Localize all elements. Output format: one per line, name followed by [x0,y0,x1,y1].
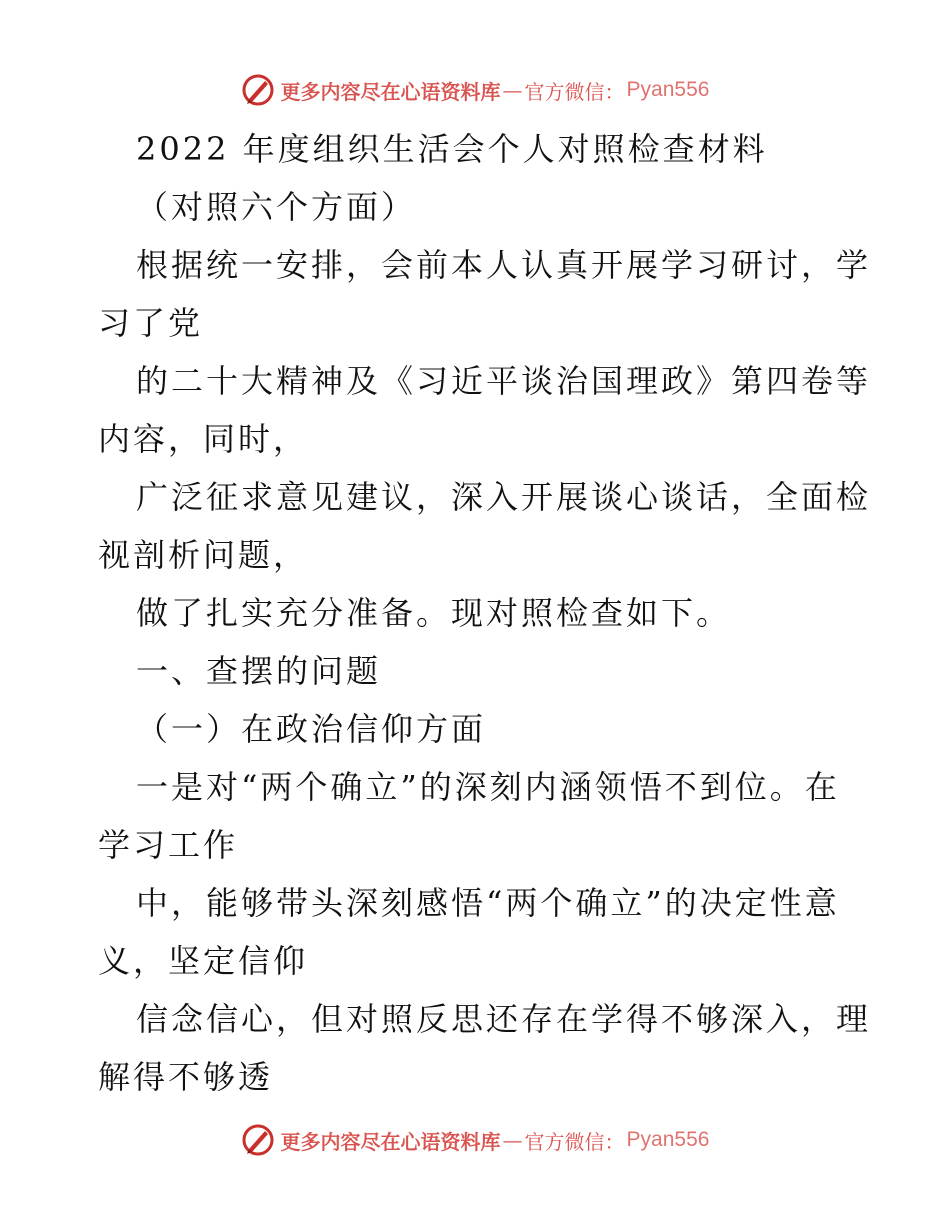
footer-watermark [0,1120,950,1160]
paragraph-line: 中，能够带头深刻感悟“两个确立”的决定性意 [136,884,840,922]
paragraph-line: 信念信心，但对照反思还存在学得不够深入，理 [136,1000,872,1038]
paragraph-line: 广泛征求意见建议，深入开展谈心谈话，全面检 [136,478,872,516]
paragraph-line: 做了扎实充分准备。现对照检查如下。 [136,594,732,632]
watermark-dash: — [502,1128,523,1152]
section-heading: 一、查摆的问题 [136,652,382,690]
watermark-dash: — [502,78,523,102]
watermark-wechat-id: Pyan556 [626,78,710,101]
paragraph-line: 解得不够透 [98,1058,274,1096]
paragraph-line: 的二十大精神及《习近平谈治国理政》第四卷等 [136,362,872,400]
paragraph-line: 学习工作 [98,826,239,864]
header-watermark [0,70,950,110]
watermark-label: 官方微信： [524,1129,625,1154]
paragraph-line: 视剖析问题， [98,536,309,574]
document-body [98,120,872,1106]
document-subtitle: （对照六个方面） [136,188,417,226]
watermark-wechat-id: Pyan556 [626,1128,710,1151]
paragraph-line: 习了党 [98,304,204,342]
pen-logo-icon [241,1123,275,1157]
paragraph-line: 义，坚定信仰 [98,942,309,980]
paragraph-line: 内容，同时， [98,420,309,458]
document-title: 2022 年度组织生活会个人对照检查材料 [136,130,768,168]
pen-logo-icon [241,73,275,107]
subsection-heading: （一）在政治信仰方面 [136,710,487,748]
watermark-text: 更多内容尽在心语资料库 [280,79,501,104]
watermark-text: 更多内容尽在心语资料库 [280,1129,501,1154]
paragraph-line: 一是对“两个确立”的深刻内涵领悟不到位。在 [136,768,840,806]
paragraph-line: 根据统一安排，会前本人认真开展学习研讨，学 [136,246,872,284]
watermark-label: 官方微信： [524,79,625,104]
